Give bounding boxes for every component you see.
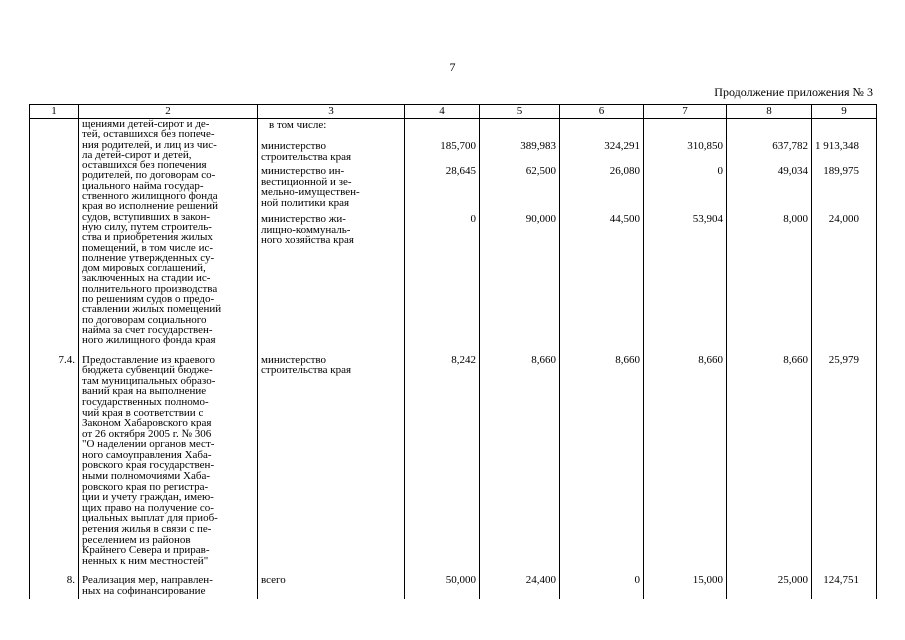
value-cell: 124,751: [812, 572, 877, 598]
value-cell: 8,242: [405, 348, 480, 573]
value-cell: 15,000: [644, 572, 727, 598]
column-header: 4: [405, 105, 480, 119]
table-row: [30, 119, 877, 348]
column-header: 3: [258, 105, 405, 119]
value-cell: [644, 119, 727, 348]
row-description: Предоставление из краевого бюджета субвенций бюдже- там муниципальных образо- ваний края на выполнение государственных полномо- чий края в соответствии с Законом Хабаровского края от 26 октября 2005 г. № 306 "О наделении органов мест- ного самоуправления Хаба- ровского края государствен- ными полномочиями Хаба- ровского края по регистра- ции и учету граждан, имею- щих право на получение со- циальных выплат для приоб- ретения жилья в связи с пе- реселением из районов Крайнего Севера и прирав- ненных к ним местностей": [79, 348, 258, 573]
appendix-table: [29, 104, 877, 599]
value: [408, 120, 476, 141]
value-cell: 25,000: [727, 572, 812, 598]
value: 90,000: [525, 213, 556, 225]
row-index: 8.: [30, 572, 79, 598]
continuation-header: Продолжение приложения № 3: [714, 85, 873, 99]
value-cell: 8,660: [727, 348, 812, 573]
column-header: 6: [560, 105, 644, 119]
sub-executor: министерство ин- вестиционной и зе- мельно-имуществен- ной политики края: [261, 165, 360, 209]
value-cell: 24,400: [480, 572, 560, 598]
value: 637,782: [772, 140, 808, 152]
value: 0: [470, 213, 476, 225]
row-index: [30, 119, 79, 348]
row-executor: министерство строительства края: [258, 348, 405, 573]
value-cell: [812, 119, 877, 348]
row-executor: всего: [258, 572, 405, 598]
value-cell: 8,660: [480, 348, 560, 573]
value: 28,645: [445, 165, 476, 177]
value: 24,000: [828, 213, 859, 225]
column-header: 9: [812, 105, 877, 119]
value: 185,700: [440, 140, 476, 152]
value: 324,291: [604, 140, 640, 152]
value: 1 913,348: [815, 140, 859, 152]
value: 26,080: [609, 165, 640, 177]
row-description: щениями детей-сирот и де- тей, оставшихся без попече- ния родителей, и лиц из чис- ла детей-сирот и детей, оставшихся без попечения родителей, по договорам со- циального найма государ- ственного жилищного фонда края во исполнение решений судов, вступивших в закон- ную силу, путем строитель- ства и приобретения жилых помещений, в том числе ис- полнение утвержденных су- дом мировых соглашений, заключенных на стадии ис- полнительного производства по решениям судов о предо- ставлении жилых помещений по договорам социального найма за счет государствен- ного жилищного фонда края: [79, 119, 258, 348]
value-cell: [405, 119, 480, 348]
value: 53,904: [692, 213, 723, 225]
value-cell: 0: [560, 572, 644, 598]
executor-cell: [258, 119, 405, 348]
table-row: [30, 348, 877, 573]
column-header: 1: [30, 105, 79, 119]
value-cell: 8,660: [560, 348, 644, 573]
value: 49,034: [777, 165, 808, 177]
value: [563, 120, 640, 141]
value-cell: [560, 119, 644, 348]
table-row: [30, 572, 877, 598]
column-header: 7: [644, 105, 727, 119]
row-index: 7.4.: [30, 348, 79, 573]
value: 310,850: [687, 140, 723, 152]
value-cell: 8,660: [644, 348, 727, 573]
column-header: 8: [727, 105, 812, 119]
value: 62,500: [525, 165, 556, 177]
value: [815, 120, 859, 141]
row-description: Реализация мер, направлен- ных на софинансирование: [79, 572, 258, 598]
value: [647, 120, 723, 141]
value: 44,500: [609, 213, 640, 225]
column-header: 2: [79, 105, 258, 119]
sub-executor: министерство строительства края: [261, 140, 352, 163]
value: 389,983: [520, 140, 556, 152]
value: 189,975: [823, 165, 859, 177]
sub-executor: в том числе:: [269, 119, 327, 131]
page-number: 7: [449, 60, 456, 74]
value: 8,000: [783, 213, 808, 225]
value: [730, 120, 808, 141]
value-cell: 25,979: [812, 348, 877, 573]
column-header-row: [30, 105, 877, 119]
value-cell: 50,000: [405, 572, 480, 598]
value: 0: [717, 165, 723, 177]
sub-executor: министерство жи- лищно-коммуналь- ного хозяйства края: [261, 213, 354, 247]
value: [483, 120, 556, 141]
column-header: 5: [480, 105, 560, 119]
value-cell: [480, 119, 560, 348]
value-cell: [727, 119, 812, 348]
